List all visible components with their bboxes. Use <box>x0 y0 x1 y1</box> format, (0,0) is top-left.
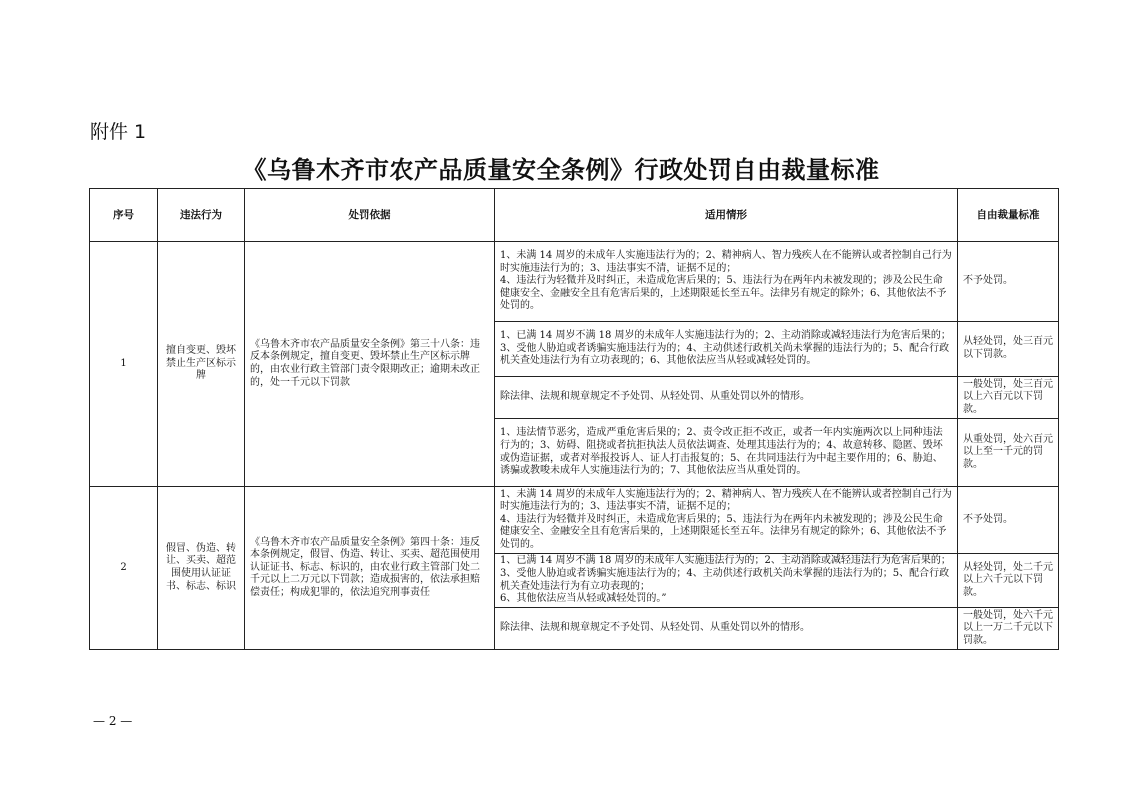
violation-cell: 假冒、伪造、转让、买卖、超范围使用认证证书、标志、标识 <box>158 487 245 650</box>
situation-cell: 1、已满 14 周岁不满 18 周岁的未成年人实施违法行为的；2、主动消除或减轻违法行为危害后果的；3、受他人胁迫或者诱骗实施违法行为的；4、主动供述行政机关尚未掌握的违法行为的；5、配合行政机关查处违法行为有立功表现的；6、其他依法应当从轻或减轻处罚的。 <box>495 322 958 377</box>
situation-cell: 1、已满 14 周岁不满 18 周岁的未成年人实施违法行为的；2、主动消除或减轻违法行为危害后果的；3、受他人胁迫或者诱骗实施违法行为的；4、主动供述行政机关尚未掌握的违法行为的；5、配合行政机关查处违法行为有立功表现的； 6、其他依法应当从轻或减轻处罚的。” <box>495 554 958 608</box>
violation-cell: 擅自变更、毁坏禁止生产区标示牌 <box>158 242 245 487</box>
header-violation: 违法行为 <box>158 189 245 242</box>
standard-cell: 从重处罚，处六百元以上至一千元的罚款。 <box>958 419 1059 487</box>
standard-cell: 一般处罚，处三百元以上六百元以下罚款。 <box>958 377 1059 419</box>
situation-cell: 1、未满 14 周岁的未成年人实施违法行为的；2、精神病人、智力残疾人在不能辨认或者控制自己行为时实施违法行为的；3、违法事实不清，证据不足的； 4、违法行为轻微并及时纠正，未造成危害后果的；5、违法行为在两年内未被发现的；涉及公民生命健康安全、金融安全且有危害后果的，上述期限延长至五年。法律另有规定的除外；6、其他依法不予处罚的。 <box>495 487 958 554</box>
row-number: 2 <box>90 487 158 650</box>
situation-cell: 1、违法情节恶劣，造成严重危害后果的；2、责令改正拒不改正，或者一年内实施两次以上同种违法行为的；3、妨碍、阻挠或者抗拒执法人员依法调查、处理其违法行为的；4、故意转移、隐匿、毁坏或伪造证据，或者对举报投诉人、证人打击报复的；5、在共同违法行为中起主要作用的；6、胁迫、诱骗或教唆未成年人实施违法行为的；7、其他依法应当从重处罚的。 <box>495 419 958 487</box>
page-number: — 2 — <box>93 714 133 728</box>
situation-cell: 除法律、法规和规章规定不予处罚、从轻处罚、从重处罚以外的情形。 <box>495 608 958 650</box>
header-number: 序号 <box>90 189 158 242</box>
situation-cell: 1、未满 14 周岁的未成年人实施违法行为的；2、精神病人、智力残疾人在不能辨认或者控制自己行为时实施违法行为的；3、违法事实不清，证据不足的； 4、违法行为轻微并及时纠正，未造成危害后果的；5、违法行为在两年内未被发现的；涉及公民生命健康安全、金融安全且有危害后果的，上述期限延长至五年。法律另有规定的除外；6、其他依法不予处罚的。 <box>495 242 958 322</box>
standard-cell: 从轻处罚，处二千元以上六千元以下罚款。 <box>958 554 1059 608</box>
header-situation: 适用情形 <box>495 189 958 242</box>
table-header-row <box>90 189 1059 242</box>
penalty-standards-table <box>89 188 1059 650</box>
attachment-label: 附件 1 <box>90 121 147 143</box>
standard-cell: 不予处罚。 <box>958 242 1059 322</box>
header-basis: 处罚依据 <box>245 189 495 242</box>
document-title: 《乌鲁木齐市农产品质量安全条例》行政处罚自由裁量标准 <box>242 156 880 184</box>
table-row <box>90 487 1059 554</box>
basis-cell: 《乌鲁木齐市农产品质量安全条例》第三十八条：违反本条例规定，擅自变更、毁坏禁止生产区标示牌的，由农业行政主管部门责令限期改正；逾期未改正的，处一千元以下罚款 <box>245 242 495 487</box>
situation-cell: 除法律、法规和规章规定不予处罚、从轻处罚、从重处罚以外的情形。 <box>495 377 958 419</box>
standard-cell: 一般处罚，处六千元以上一万二千元以下罚款。 <box>958 608 1059 650</box>
basis-cell: 《乌鲁木齐市农产品质量安全条例》第四十条：违反本条例规定，假冒、伪造、转让、买卖、超范围使用认证证书、标志、标识的，由农业行政主管部门处二千元以上二万元以下罚款；造成损害的，依法承担赔偿责任；构成犯罪的，依法追究刑事责任 <box>245 487 495 650</box>
header-standard: 自由裁量标准 <box>958 189 1059 242</box>
standard-cell: 不予处罚。 <box>958 487 1059 554</box>
row-number: 1 <box>90 242 158 487</box>
table-row <box>90 242 1059 322</box>
standard-cell: 从轻处罚，处三百元以下罚款。 <box>958 322 1059 377</box>
